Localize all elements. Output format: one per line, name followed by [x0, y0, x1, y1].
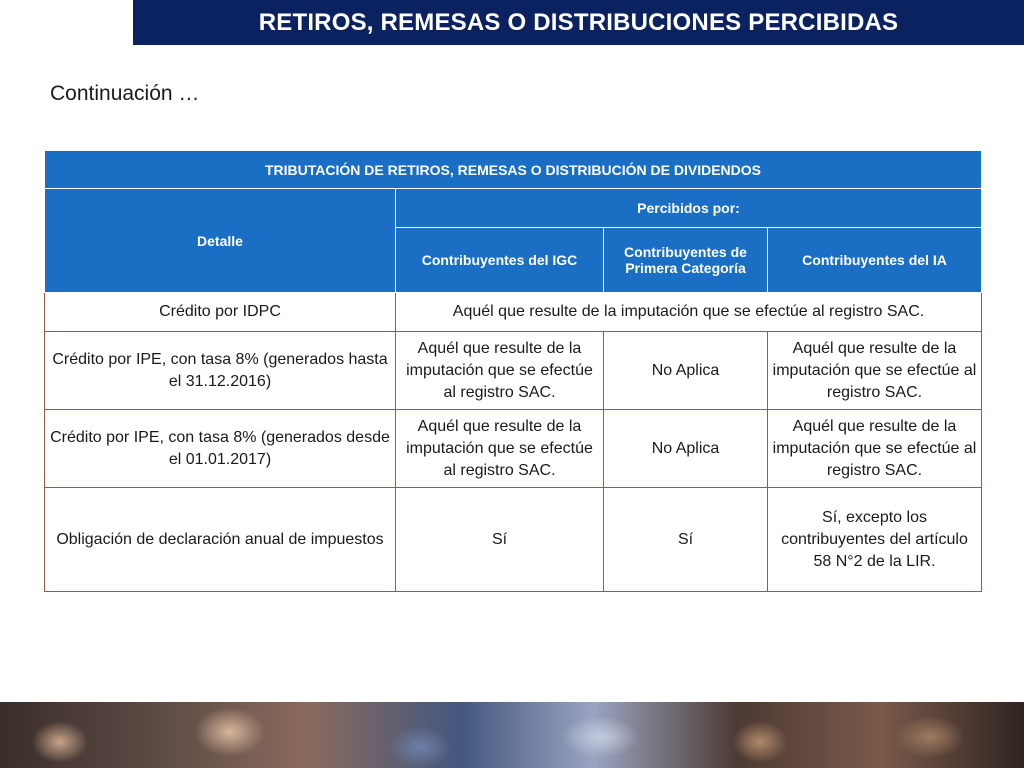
detail-header: Detalle	[45, 189, 396, 293]
column-header-igc: Contribuyentes del IGC	[396, 228, 604, 293]
table-caption: TRIBUTACIÓN DE RETIROS, REMESAS O DISTRIBUCIÓN DE DIVIDENDOS	[45, 151, 982, 189]
column-header-ia: Contribuyentes del IA	[768, 228, 982, 293]
row-detail: Obligación de declaración anual de impuestos	[45, 488, 396, 592]
cell-primera-categoria: No Aplica	[604, 332, 768, 410]
cell-igc: Aquél que resulte de la imputación que se efectúe al registro SAC.	[396, 410, 604, 488]
taxation-table	[44, 150, 982, 592]
table-row	[45, 293, 982, 332]
page-title: RETIROS, REMESAS O DISTRIBUCIONES PERCIBIDAS	[258, 8, 899, 36]
title-bar	[133, 0, 1024, 45]
cell-ia: Aquél que resulte de la imputación que se efectúe al registro SAC.	[768, 332, 982, 410]
group-header: Percibidos por:	[396, 189, 982, 228]
column-header-primera-categoria: Contribuyentes de Primera Categoría	[604, 228, 768, 293]
row-detail: Crédito por IPE, con tasa 8% (generados hasta el 31.12.2016)	[45, 332, 396, 410]
row-detail: Crédito por IDPC	[45, 293, 396, 332]
subtitle: Continuación …	[50, 82, 200, 105]
cell-primera-categoria: No Aplica	[604, 410, 768, 488]
row-merged-value: Aquél que resulte de la imputación que se efectúe al registro SAC.	[396, 293, 982, 332]
table-row	[45, 332, 982, 410]
cell-ia: Sí, excepto los contribuyentes del artículo 58 N°2 de la LIR.	[768, 488, 982, 592]
cell-primera-categoria: Sí	[604, 488, 768, 592]
cell-igc: Aquél que resulte de la imputación que se efectúe al registro SAC.	[396, 332, 604, 410]
table-row	[45, 488, 982, 592]
table-row	[45, 410, 982, 488]
crowd-photo-strip	[0, 702, 1024, 768]
row-detail: Crédito por IPE, con tasa 8% (generados desde el 01.01.2017)	[45, 410, 396, 488]
cell-igc: Sí	[396, 488, 604, 592]
cell-ia: Aquél que resulte de la imputación que se efectúe al registro SAC.	[768, 410, 982, 488]
